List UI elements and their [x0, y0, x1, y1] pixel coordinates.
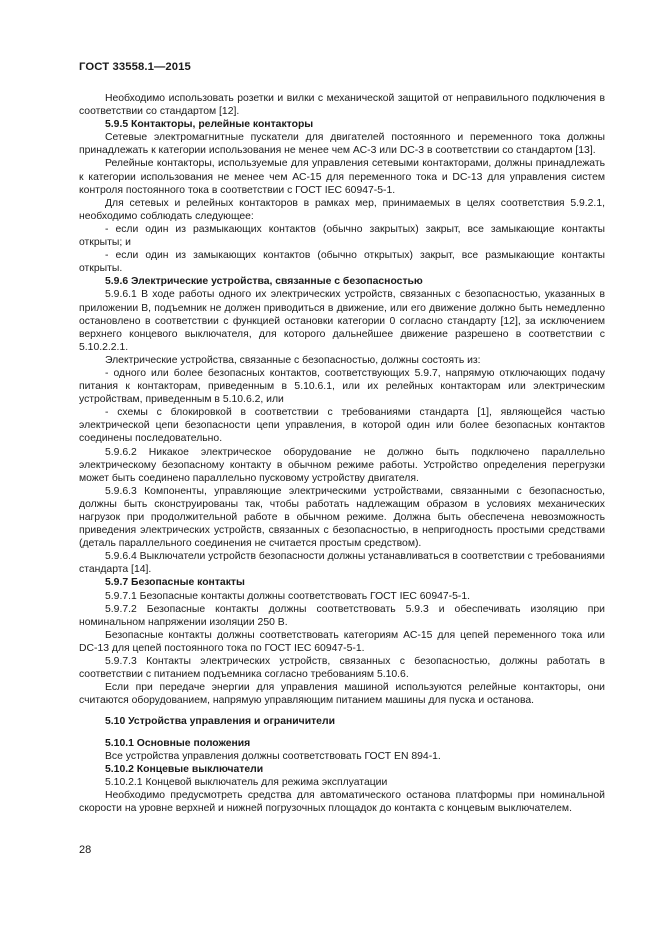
paragraph: Релейные контакторы, используемые для управления сетевыми контакторами, должны принадлежать к категории использования не менее чем АС-15 для переменного тока и DC-13 для управления систем контроля постоянного тока в соответствии с ГОСТ IEC 60947-5-1. — [79, 158, 605, 196]
section-heading-5-10: 5.10 Устройства управления и ограничители — [105, 716, 335, 728]
page-number: 28 — [79, 844, 92, 856]
paragraph: 5.10.2.1 Концевой выключатель для режима эксплуатации — [105, 776, 388, 788]
paragraph: 5.9.7.2 Безопасные контакты должны соответствовать 5.9.3 и обеспечивать изоляцию при номинальном напряжении изоляции 250 В. — [79, 603, 605, 628]
paragraph: Необходимо использовать розетки и вилки с механической защитой от неправильного подключения в соответствии со стандартом [12]. — [79, 93, 605, 118]
document-body — [79, 92, 605, 815]
section-heading-5-10-1: 5.10.1 Основные положения — [105, 737, 251, 749]
paragraph: Электрические устройства, связанные с безопасностью, должны состоять из: — [105, 354, 481, 366]
list-item: - схемы с блокировкой в соответствии с требованиями стандарта [1], являющейся частью электрической цепи безопасности цепи управления, в которой один или более безопасных контактов соединены последовательно. — [79, 407, 605, 445]
paragraph: 5.9.6.1 В ходе работы одного их электрических устройств, связанных с безопасностью, указанных в приложении В, подъемник не должен приводиться в движение, или его движение должно быть немедленно остановлено в соответствии с функцией остановки категории 0 согласно стандарту [12], за исключением верхнего концевого выключателя, для которого дальнейшее движение разрешено в соответствии с 5.10.2.2.1. — [79, 289, 605, 353]
list-item: - если один из размыкающих контактов (обычно закрытых) закрыт, все замыкающие контакты открыты; и — [79, 223, 605, 249]
list-item: - одного или более безопасных контактов, соответствующих 5.9.7, напрямую отключающих подачу питания к контакторам, приведенным в 5.10.6.1, или их релейных контакторам или электрическим устройствам, приведенным в 5.10.6.2, или — [79, 367, 605, 406]
list-item: - если один из замыкающих контактов (обычно открытых) закрыт, все размыкающие контакты открыты. — [79, 250, 605, 275]
paragraph: 5.9.6.3 Компоненты, управляющие электрическими устройствами, связанными с безопасностью, должны быть сконструированы так, чтобы работать надлежащим образом в условиях механических нагрузок при продолжительной работе в обычном режиме. Должна быть обеспечена невозможность приведения электрических устройств, связанных с безопасностью, в непригодность простыми средствами (деталь параллельного соединения не считается простым средством). — [79, 485, 605, 550]
section-heading-5-9-6: 5.9.6 Электрические устройства, связанные с безопасностью — [105, 276, 423, 288]
section-heading-5-9-5: 5.9.5 Контакторы, релейные контакторы — [105, 119, 314, 131]
paragraph: Для сетевых и релейных контакторов в рамках мер, принимаемых в целях соответствия 5.9.2.1, необходимо соблюдать следующее: — [79, 197, 605, 222]
paragraph: 5.9.6.4 Выключатели устройств безопасности должны устанавливаться в соответствии с требованиями стандарта [14]. — [79, 551, 605, 576]
paragraph: Необходимо предусмотреть средства для автоматического останова платформы при номинальной скорости на уровне верхней и нижней погрузочных площадок до контакта с концевым выключателем. — [79, 789, 605, 814]
section-heading-5-10-2: 5.10.2 Концевые выключатели — [105, 763, 264, 775]
paragraph: Безопасные контакты должны соответствовать категориям АС-15 для цепей переменного тока или DC-13 для цепей постоянного тока по ГОСТ IEC 60947-5-1. — [79, 629, 605, 654]
paragraph: 5.9.7.3 Контакты электрических устройств, связанных с безопасностью, должны работать в соответствии с питанием подъемника согласно требованиям 5.10.6. — [79, 656, 605, 681]
paragraph: Все устройства управления должны соответствовать ГОСТ EN 894-1. — [105, 750, 441, 762]
paragraph: Если при передаче энергии для управления машиной используются релейные контакторы, они считаются оборудованием, напрямую управляющим питанием машины для пуска и останова. — [79, 682, 605, 707]
paragraph: 5.9.7.1 Безопасные контакты должны соответствовать ГОСТ IEC 60947-5-1. — [105, 590, 471, 602]
paragraph: Сетевые электромагнитные пускатели для двигателей постоянного и переменного тока должны принадлежать к категории использования не менее чем АС-3 или DC-3 в соответствии со стандартом [13]. — [79, 132, 605, 157]
section-heading-5-9-7: 5.9.7 Безопасные контакты — [105, 577, 245, 589]
paragraph: 5.9.6.2 Никакое электрическое оборудование не должно быть подключено параллельно электрическому безопасному контакту в обычном режиме работы. Устройство определения перегрузки может быть соединено параллельно пусковому устройству двигателя. — [79, 446, 605, 484]
document-header: ГОСТ 33558.1—2015 — [79, 61, 191, 73]
